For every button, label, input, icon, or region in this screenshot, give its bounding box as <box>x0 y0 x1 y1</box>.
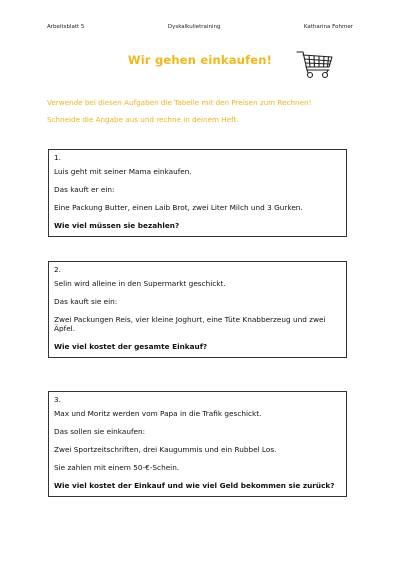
task-text-line: Das kauft sie ein: <box>54 297 118 306</box>
task-question: Wie viel müssen sie bezahlen? <box>54 221 180 230</box>
shopping-cart-icon <box>295 48 335 86</box>
task-question: Wie viel kostet der Einkauf und wie viel Geld bekommen sie zurück? <box>54 481 335 490</box>
task-text-line: Selin wird alleine in den Supermarkt geschickt. <box>54 279 226 288</box>
page-title: Wir gehen einkaufen! <box>127 53 273 67</box>
header-author-label: Katharina Fohmer <box>303 24 353 30</box>
task-text-line: Zwei Packungen Reis, vier kleine Joghurt, eine Tüte Knabberzeug und zwei Äpfel. <box>54 315 326 333</box>
task-question: Wie viel kostet der gesamte Einkauf? <box>54 342 208 351</box>
task-text-line: Luis geht mit seiner Mama einkaufen. <box>54 167 192 176</box>
task-text-line: Das sollen sie einkaufen: <box>54 427 146 436</box>
task-number: 2. <box>54 265 61 274</box>
task-text-line: Eine Packung Butter, einen Laib Brot, zwei Liter Milch und 3 Gurken. <box>54 203 303 212</box>
instruction-line-2: Schneide die Angabe aus und rechne in deinem Heft. <box>47 115 239 124</box>
task-number: 3. <box>54 395 61 404</box>
task-text-line: Max und Moritz werden vom Papa in die Trafik geschickt. <box>54 409 262 418</box>
task-text-line: Sie zahlen mit einem 50-€-Schein. <box>54 463 180 472</box>
task-number: 1. <box>54 153 61 162</box>
task-text-line: Zwei Sportzeitschriften, drei Kaugummis und ein Rubbel Los. <box>54 445 277 454</box>
page-header <box>47 24 353 30</box>
task-box-2 <box>48 261 347 358</box>
task-box-3 <box>48 391 347 497</box>
header-course-label: Dyskalkulietraining <box>167 24 221 30</box>
task-box-1 <box>48 149 347 237</box>
instruction-line-1: Verwende bei diesen Aufgaben die Tabelle mit den Preisen zum Rechnen! <box>47 98 312 107</box>
header-worksheet-label: Arbeitsblatt 5 <box>47 24 85 30</box>
task-text-line: Das kauft er ein: <box>54 185 115 194</box>
